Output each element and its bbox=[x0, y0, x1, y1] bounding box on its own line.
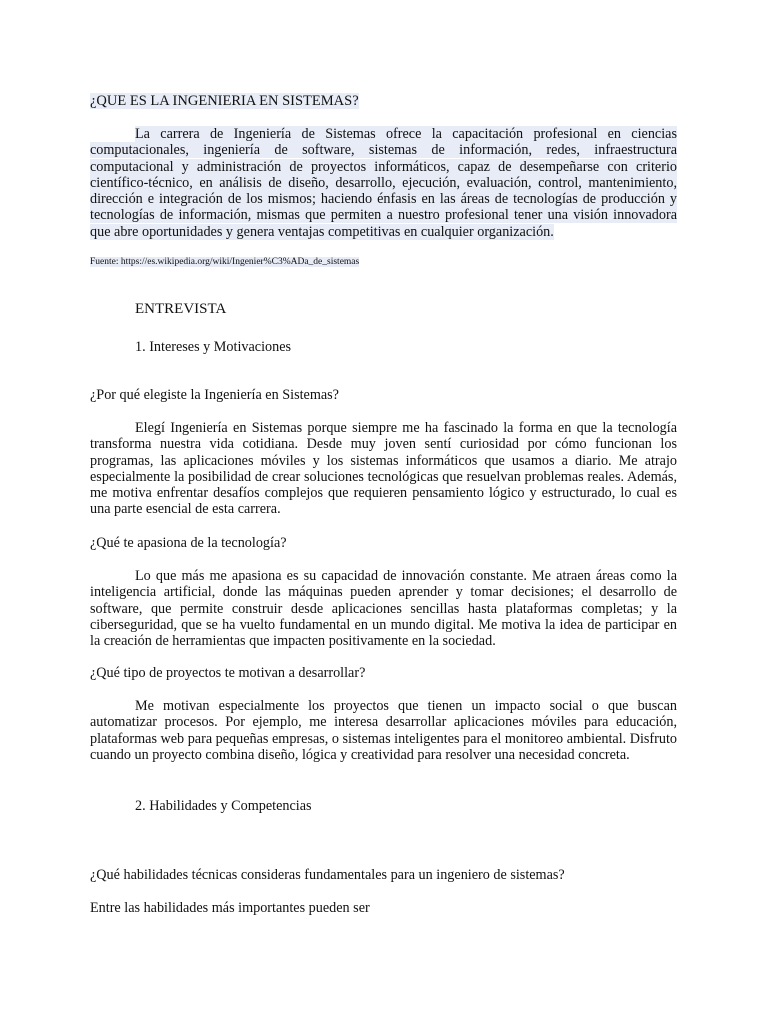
answer-1: Elegí Ingeniería en Sistemas porque siempre me ha fascinado la forma en que la tecnología transforma nuestra vida cotidiana. Desde muy joven sentí curiosidad por cómo funcionan los programas, las aplicaciones móviles y los sistemas informáticos que usamos a diario. Me atrajo especialmente la posibilidad de crear soluciones tecnológicas que resuelvan problemas reales. Además, me motiva enfrentar desafíos complejos que requieren pensamiento lógico y estructurado, lo cual es una parte esencial de esta carrera. bbox=[90, 420, 677, 518]
document-title bbox=[90, 93, 677, 110]
title-text: ¿QUE ES LA INGENIERIA EN SISTEMAS? bbox=[90, 93, 359, 109]
source-citation bbox=[90, 256, 677, 268]
interview-heading: ENTREVISTA bbox=[135, 301, 227, 317]
question-2: ¿Qué te apasiona de la tecnología? bbox=[90, 535, 287, 551]
answer-2: Lo que más me apasiona es su capacidad de innovación constante. Me atraen áreas como la inteligencia artificial, donde las máquinas pueden aprender y tomar decisiones; el desarrollo de software, que permite construir desde aplicaciones sencillas hasta plataformas completas; y la ciberseguridad, que se ha vuelto fundamental en un mundo digital. Me motiva la idea de participar en la creación de herramientas que impacten positivamente en la sociedad. bbox=[90, 568, 677, 650]
intro-text: La carrera de Ingeniería de Sistemas ofrece la capacitación profesional en ciencias computacionales, ingeniería de software, sistemas de información, redes, infraestructura computacional y administración de proyectos informáticos, capaz de desempeñarse con criterio científico-técnico, en análisis de diseño, desarrollo, ejecución, evaluación, control, mantenimiento, dirección e integración de los mismos; haciendo énfasis en las áreas de tecnologías de producción y tecnologías de información, mismas que permiten a nuestro profesional tener una visión innovadora que abre oportunidades y genera ventajas competitivas en cualquier organización. bbox=[90, 126, 677, 240]
source-text: Fuente: https://es.wikipedia.org/wiki/Ingenier%C3%ADa_de_sistemas bbox=[90, 257, 360, 267]
intro-paragraph bbox=[90, 126, 677, 240]
section-1-title: 1. Intereses y Motivaciones bbox=[135, 339, 292, 355]
question-4: ¿Qué habilidades técnicas consideras fundamentales para un ingeniero de sistemas? bbox=[90, 867, 565, 883]
answer-3: Me motivan especialmente los proyectos que tienen un impacto social o que buscan automatizar procesos. Por ejemplo, me interesa desarrollar aplicaciones móviles para educación, plataformas web para pequeñas empresas, o sistemas inteligentes para el monitoreo ambiental. Disfruto cuando un proyecto combina diseño, lógica y creatividad para resolver una necesidad concreta. bbox=[90, 698, 678, 763]
section-2-title: 2. Habilidades y Competencias bbox=[135, 798, 312, 814]
question-3: ¿Qué tipo de proyectos te motivan a desarrollar? bbox=[90, 665, 366, 681]
answer-4-partial: Entre las habilidades más importantes pueden ser bbox=[90, 900, 370, 916]
question-1: ¿Por qué elegiste la Ingeniería en Sistemas? bbox=[90, 387, 339, 403]
